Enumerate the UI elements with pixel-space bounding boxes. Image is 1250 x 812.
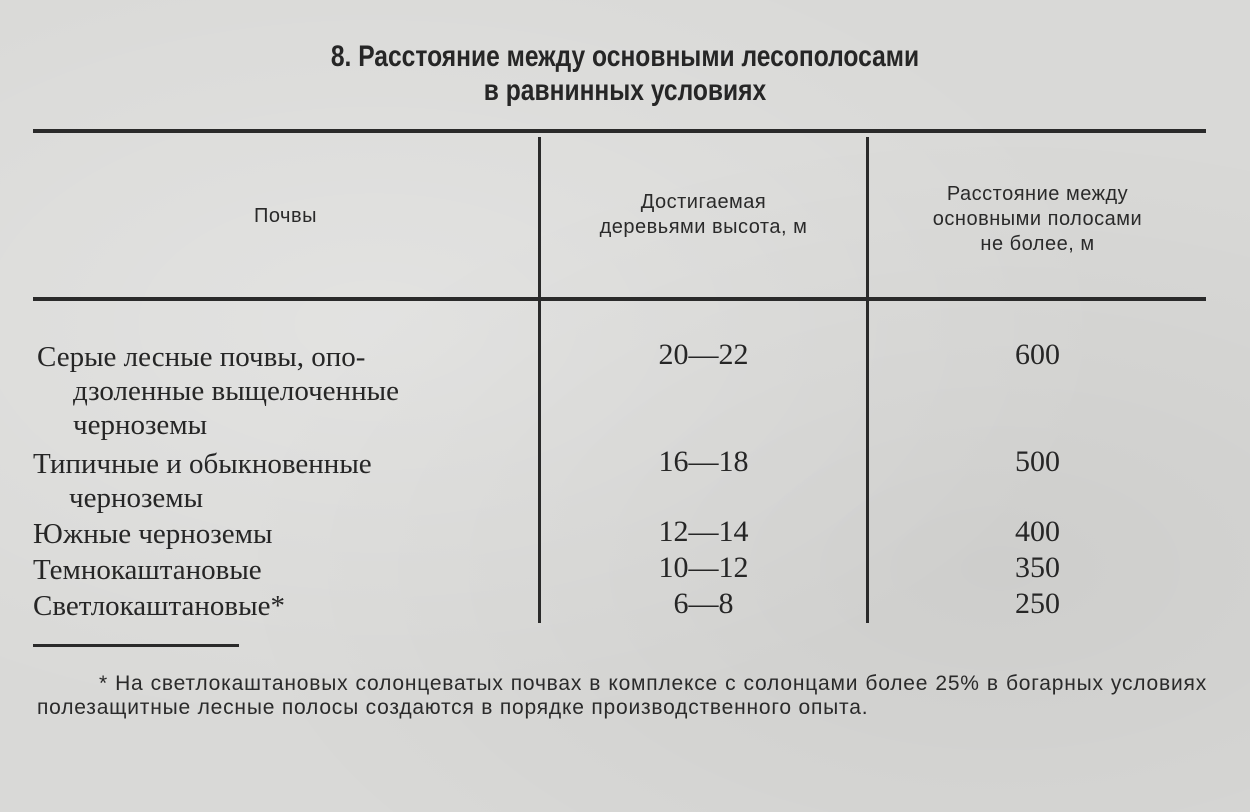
soil-line: дзоленные выщелоченные (73, 375, 399, 407)
soil-line: Типичные и обыкновенные (33, 448, 372, 480)
footnote-rule (33, 644, 239, 647)
soil-line: черноземы (69, 482, 204, 514)
soil-line: Южные черноземы (33, 518, 273, 550)
header-distance (869, 182, 1206, 257)
table-row-soil (33, 447, 517, 515)
soil-line: Светлокаштановые* (33, 590, 285, 622)
header-distance-line-3: не более, м (980, 233, 1095, 255)
table-row-height: 16—18 (658, 445, 749, 478)
header-soils-label: Почвы (254, 205, 317, 227)
soil-line: Темнокаштановые (33, 554, 262, 586)
header-height-line-1: Достигаемая (640, 191, 767, 213)
table-row-soil (33, 517, 517, 551)
table-row-distance: 250 (1015, 587, 1060, 620)
header-bottom-rule (33, 297, 1206, 301)
table-row-height: 12—14 (658, 515, 749, 548)
table-row-distance: 500 (1015, 445, 1060, 478)
header-distance-line-1: Расстояние между (946, 183, 1129, 205)
soil-line: черноземы (73, 409, 208, 441)
table-row-soil (37, 340, 517, 442)
table-row-distance: 400 (1015, 515, 1060, 548)
soil-line: Серые лесные почвы, опо- (37, 341, 366, 373)
table-row-soil (33, 553, 517, 587)
table-row-distance: 600 (1015, 338, 1060, 371)
title-line-1: 8. Расстояние между основными лесополосами (330, 40, 920, 73)
title-line-2: в равнинных условиях (483, 74, 767, 107)
header-soils (33, 204, 538, 229)
header-distance-line-2: основными полосами (932, 208, 1143, 230)
footnote: * На светлокаштановых солонцеватых почвах в комплексе с солонцами более 25% в богарных условиях полезащитные лесные полосы создаются в порядке производственного опыта. (37, 672, 1207, 719)
table-top-rule (33, 129, 1206, 133)
header-height (541, 190, 866, 240)
table-row-distance: 350 (1015, 551, 1060, 584)
table-row-height: 20—22 (658, 338, 749, 371)
table-row-soil (33, 589, 517, 623)
table-row-height: 6—8 (673, 587, 734, 620)
header-height-line-2: деревьями высота, м (599, 216, 808, 238)
table-row-height: 10—12 (658, 551, 749, 584)
